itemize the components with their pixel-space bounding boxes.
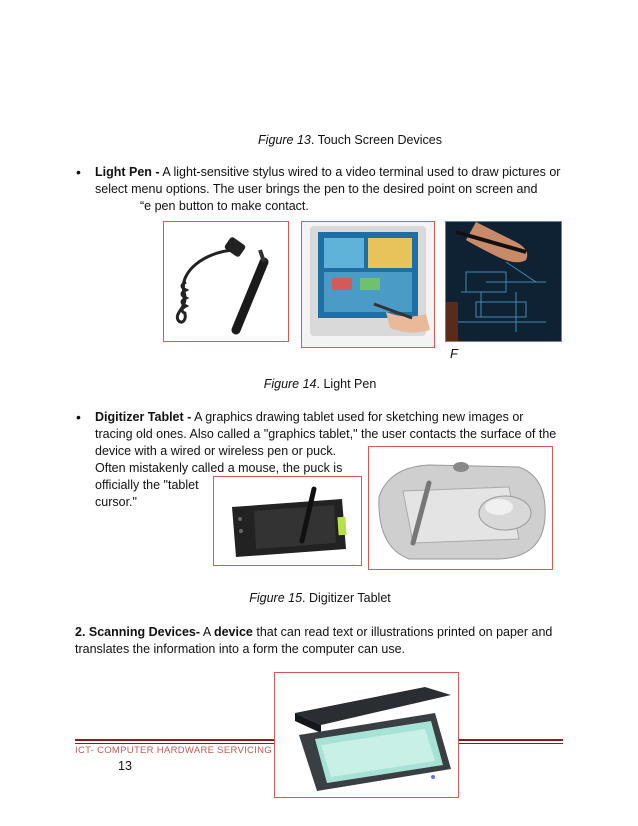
page-number: 13 [118, 759, 132, 773]
digitizer-term: Digitizer Tablet - [95, 410, 192, 424]
light-pen-term: Light Pen - [95, 165, 160, 179]
digitizer-line4: Often mistakenly called a mouse, the puck is [95, 461, 343, 475]
figure15-text: . Digitizer Tablet [302, 591, 391, 605]
scanning-line2: translates the information into a form the computer can use. [75, 642, 406, 656]
light-pen-hand-image [445, 221, 562, 342]
scanning-rest1: that can read text or illustrations printed on paper and [252, 625, 553, 639]
light-pen-line3: “e pen button to make contact. [140, 199, 309, 213]
scanner-image [274, 672, 459, 798]
figure14-label: Figure 14 [263, 377, 317, 391]
bullet-digitizer: • [76, 409, 81, 425]
digitizer-line5: officially the "tablet [95, 478, 199, 492]
scanning-paragraph [75, 624, 562, 658]
light-pen-line1: A light-sensitive stylus wired to a video terminal used to draw pictures or [159, 165, 561, 179]
digitizer-line3: device with a wired or wireless pen or puck. [95, 444, 337, 458]
figure13-caption [200, 133, 500, 147]
figure14-text: . Light Pen [316, 377, 377, 391]
graphics-tablet-image [368, 446, 553, 570]
scanning-heading: 2. Scanning Devices- [75, 625, 201, 639]
figure-mark-f: F [450, 346, 458, 361]
digitizer-line2: tracing old ones. Also called a "graphics tablet," the user contacts the surface of the [95, 427, 557, 441]
scanning-intro: A [200, 625, 214, 639]
figure15-caption [200, 591, 440, 605]
light-pen-line2: select menu options. The user brings the pen to the desired point on screen and [95, 182, 538, 196]
footer-course: ICT- COMPUTER HARDWARE SERVICING [75, 745, 272, 756]
digitizer-line1: A graphics drawing tablet used for sketching new images or [191, 410, 524, 424]
digitizer-line6: cursor." [95, 495, 137, 509]
figure14-caption [200, 377, 440, 391]
bullet-light-pen: • [76, 164, 81, 180]
pen-tablet-image [213, 476, 362, 566]
figure13-label: Figure 13 [258, 133, 311, 147]
light-pen-stylus-image [163, 221, 289, 342]
figure15-label: Figure 15 [249, 591, 303, 605]
scanning-device-word: device [213, 625, 253, 639]
light-pen-monitor-image [301, 221, 435, 348]
light-pen-paragraph [95, 164, 562, 215]
figure13-text: . Touch Screen Devices [310, 133, 442, 147]
